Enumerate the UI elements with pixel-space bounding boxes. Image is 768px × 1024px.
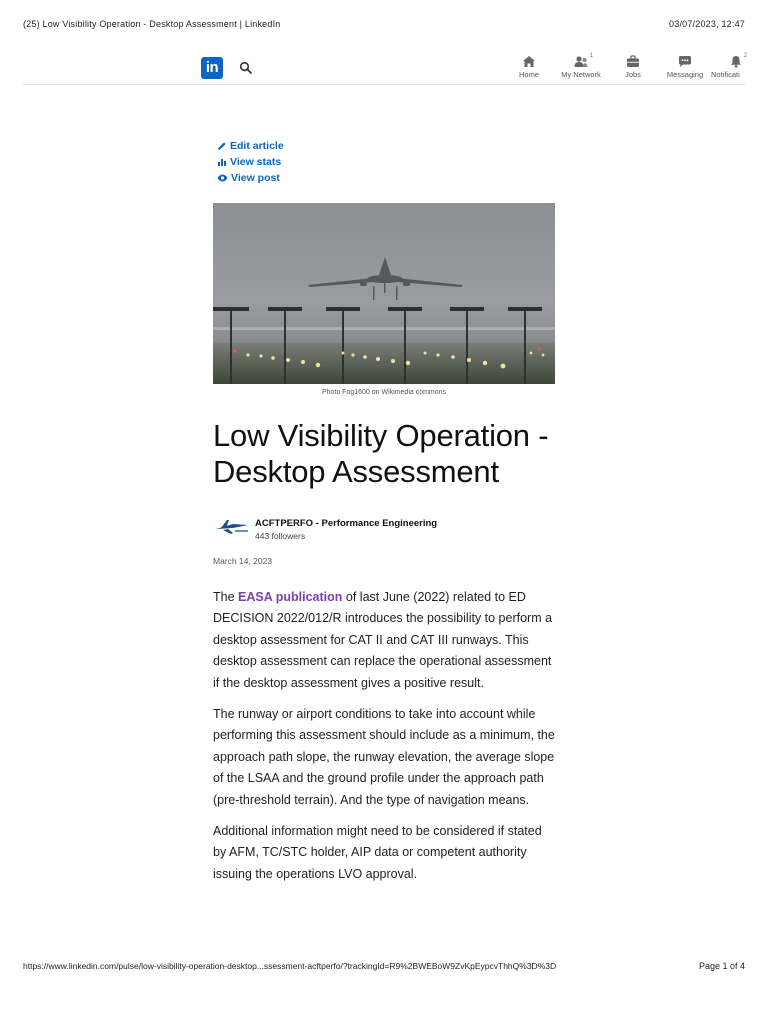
network-badge: 1 (589, 53, 593, 59)
easa-publication-link[interactable]: EASA publication (238, 590, 343, 604)
paragraph-1 (213, 587, 558, 694)
view-stats-link[interactable] (217, 154, 284, 170)
network-icon (574, 55, 588, 68)
paragraph-2: The runway or airport conditions to take into account while performing this assessment should include as a minimum, the approach path slope, the runway elevation, the average slope of the LSAA and the ground profile under the approach path (pre-threshold terrain). And the type of navigation means. (213, 707, 555, 807)
view-post-link[interactable] (217, 170, 284, 186)
hero-image (213, 203, 555, 384)
print-footer (23, 961, 745, 975)
author-name[interactable]: ACFTPERFO - Performance Engineering (255, 518, 438, 529)
article-body (213, 587, 558, 895)
bar-chart-icon (217, 157, 227, 167)
nav-jobs-label: Jobs (625, 70, 641, 79)
author-followers: 443 followers (255, 531, 306, 541)
top-navbar (23, 52, 745, 85)
p1-before: The (213, 590, 239, 604)
linkedin-logo[interactable]: in (201, 57, 223, 79)
edit-article-label: Edit article (230, 140, 284, 152)
publish-date: March 14, 2023 (213, 556, 273, 566)
article-headline: Low Visibility Operation - Desktop Assessment (213, 418, 549, 489)
edit-article-link[interactable] (217, 138, 284, 154)
print-url: https://www.linkedin.com/pulse/low-visibility-operation-desktop...ssessment-acftperfo/?trackingId=R9%2BWEBoW9ZvKpEypcvThhQ%3D%3D (23, 961, 557, 971)
message-icon (678, 55, 692, 68)
nav-jobs[interactable] (609, 55, 657, 79)
eye-icon (217, 173, 228, 183)
print-title: (25) Low Visibility Operation - Desktop Assessment | LinkedIn (23, 19, 281, 29)
search-icon[interactable] (239, 61, 253, 75)
print-page-number: Page 1 of 4 (698, 961, 745, 971)
pencil-icon (217, 141, 227, 151)
nav-my-network-label: My Network (561, 70, 601, 79)
bell-icon (729, 55, 743, 68)
nav-home[interactable] (505, 55, 553, 79)
author-logo-icon[interactable] (213, 516, 251, 540)
nav-messaging-label: Messaging (666, 70, 704, 79)
nav-home-label: Home (518, 70, 539, 79)
home-icon (522, 55, 536, 68)
view-stats-label: View stats (230, 156, 282, 168)
article-actions (217, 138, 284, 186)
hero-caption: Photo Fog1600 on Wikimedia commons (321, 389, 447, 396)
nav-my-network[interactable] (557, 55, 605, 79)
nav-messaging[interactable] (661, 55, 709, 79)
author-block (213, 515, 553, 541)
notifications-badge: 2 (743, 53, 747, 59)
print-datetime: 03/07/2023, 12:47 (669, 19, 745, 29)
paragraph-3: Additional information might need to be considered if stated by AFM, TC/STC holder, AIP data or competent authority issuing the operations LVO approval. (213, 824, 542, 881)
p1-after: of last June (2022) related to ED DECISION 2022/012/R introduces the possibility to perform a desktop assessment for CAT II and CAT III runways. This desktop assessment can replace the operational assessment if the desktop assessment gives a positive result. (213, 590, 553, 690)
nav-notifications-label: Notificati (711, 70, 740, 79)
briefcase-icon (626, 55, 640, 68)
view-post-label: View post (231, 172, 280, 184)
print-header (23, 19, 745, 33)
nav-notifications[interactable] (711, 55, 745, 79)
